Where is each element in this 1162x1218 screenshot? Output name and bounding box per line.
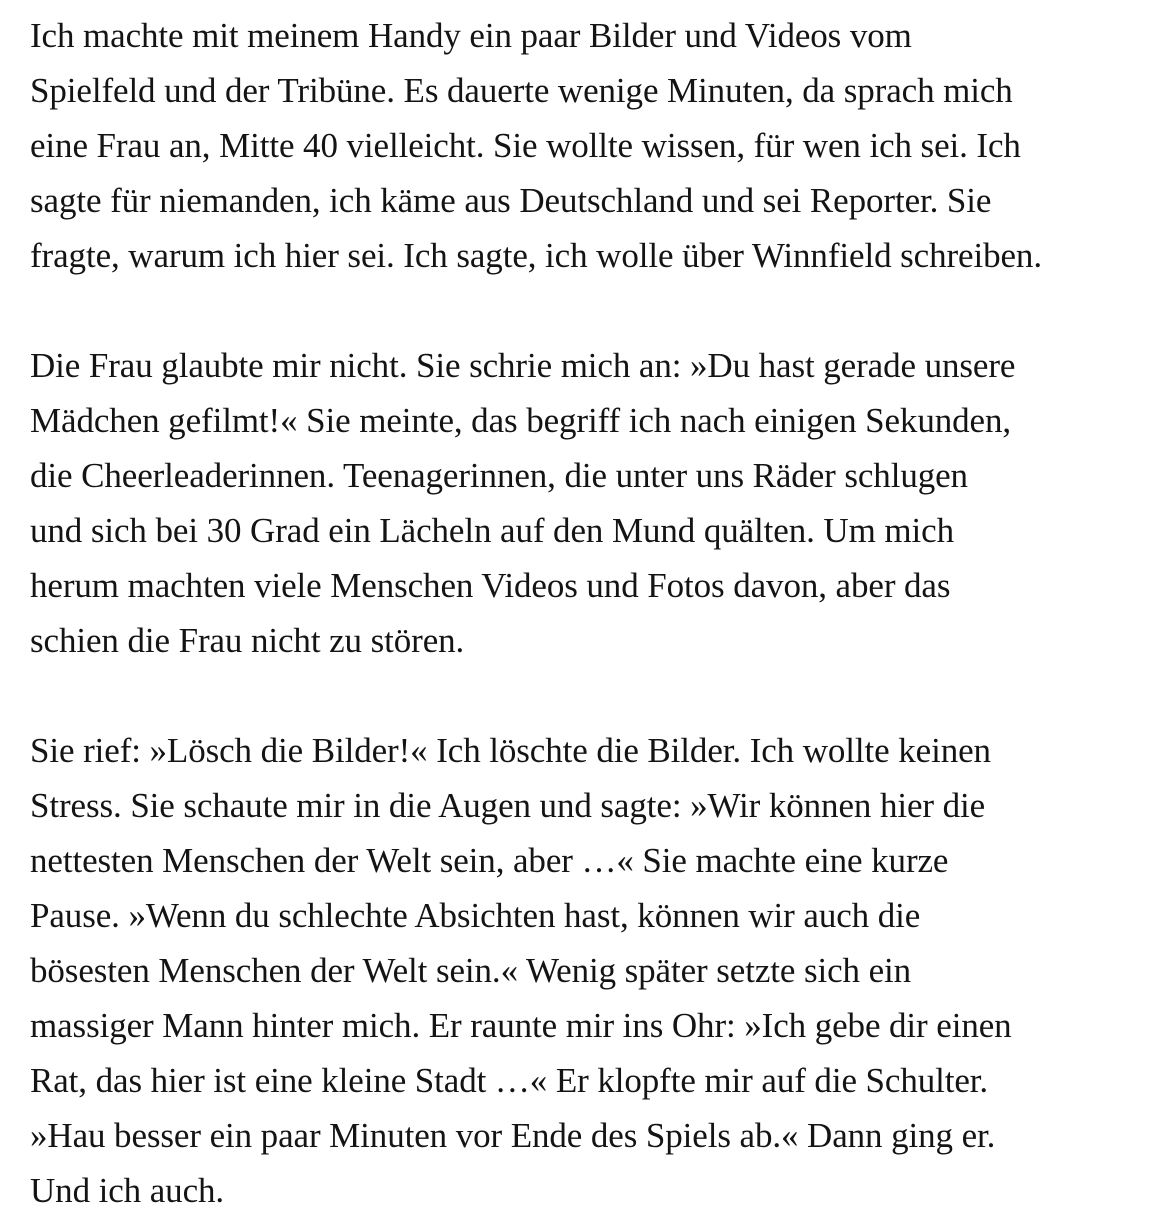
- text-line: »Hau besser ein paar Minuten vor Ende des Spiels ab.« Dann ging er.: [30, 1116, 996, 1155]
- text-line: Sie rief: »Lösch die Bilder!« Ich löschte die Bilder. Ich wollte keinen: [30, 731, 991, 770]
- text-line: Rat, das hier ist eine kleine Stadt …« Er klopfte mir auf die Schulter.: [30, 1061, 989, 1100]
- text-line: Die Frau glaubte mir nicht. Sie schrie mich an: »Du hast gerade unsere: [30, 346, 1016, 385]
- text-line: Ich machte mit meinem Handy ein paar Bilder und Videos vom: [30, 16, 912, 55]
- paragraph: [30, 8, 1162, 283]
- text-line: massiger Mann hinter mich. Er raunte mir ins Ohr: »Ich gebe dir einen: [30, 1006, 1012, 1045]
- text-line: schien die Frau nicht zu stören.: [30, 621, 465, 660]
- text-line: herum machten viele Menschen Videos und Fotos davon, aber das: [30, 566, 951, 605]
- article-body: [30, 8, 1162, 1218]
- text-line: fragte, warum ich hier sei. Ich sagte, ich wolle über Winnfield schreiben.: [30, 236, 1042, 275]
- text-line: eine Frau an, Mitte 40 vielleicht. Sie wollte wissen, für wen ich sei. Ich: [30, 126, 1021, 165]
- text-line: Spielfeld und der Tribüne. Es dauerte wenige Minuten, da sprach mich: [30, 71, 1013, 110]
- text-line: die Cheerleaderinnen. Teenagerinnen, die unter uns Räder schlugen: [30, 456, 968, 495]
- paragraph: [30, 338, 1162, 668]
- text-line: Pause. »Wenn du schlechte Absichten hast, können wir auch die: [30, 896, 921, 935]
- text-line: sagte für niemanden, ich käme aus Deutschland und sei Reporter. Sie: [30, 181, 992, 220]
- text-line: Und ich auch.: [30, 1171, 225, 1210]
- text-line: Stress. Sie schaute mir in die Augen und sagte: »Wir können hier die: [30, 786, 986, 825]
- text-line: nettesten Menschen der Welt sein, aber …« Sie machte eine kurze: [30, 841, 949, 880]
- text-line: bösesten Menschen der Welt sein.« Wenig später setzte sich ein: [30, 951, 912, 990]
- text-line: und sich bei 30 Grad ein Lächeln auf den Mund quälten. Um mich: [30, 511, 954, 550]
- text-line: Mädchen gefilmt!« Sie meinte, das begriff ich nach einigen Sekunden,: [30, 401, 1012, 440]
- paragraph: [30, 723, 1162, 1218]
